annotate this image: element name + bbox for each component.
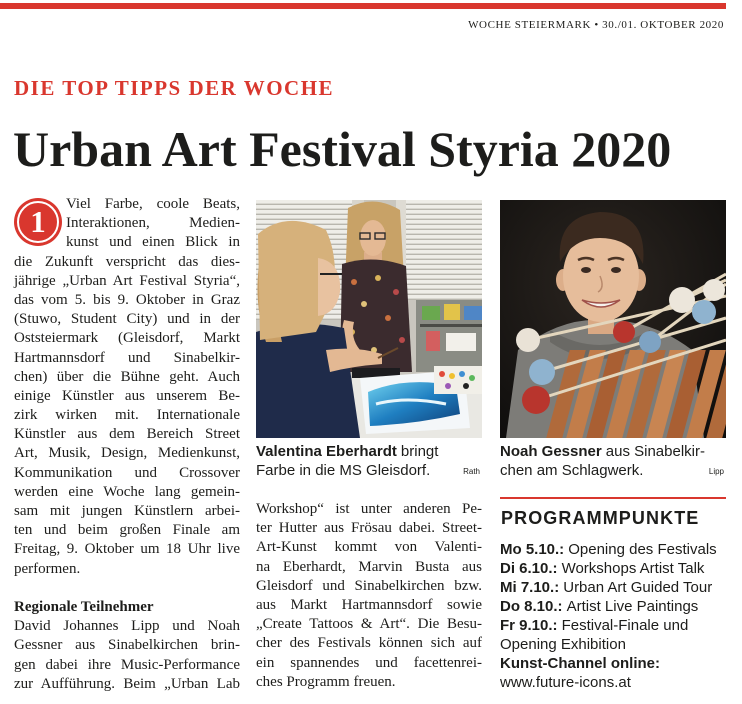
photo-caption (500, 442, 726, 480)
body-line: Künstler aus dem Bereich Street (14, 426, 240, 443)
body-line: aus Markt Hartmannsdorf sowie (256, 596, 482, 613)
program-item (500, 597, 726, 616)
program-day: Di 6.10.: (500, 559, 558, 577)
body-line: werden eine Woche lang gemein- (14, 483, 240, 500)
body-line: die Zukunft verspricht das dies- (14, 253, 240, 270)
photo-caption (256, 442, 482, 480)
program-list (500, 540, 726, 693)
program-heading: PROGRAMMPUNKTE (501, 508, 700, 528)
photo-credit: Lipp (708, 467, 724, 476)
body-line: Gleisdorf und Sinabelkirchen bzw. (256, 577, 482, 594)
program-event: Festival-Finale und (561, 617, 689, 635)
program-item-continuation: Opening Exhibition (500, 636, 626, 654)
photo-credit: Rath (463, 467, 480, 476)
body-line: jährige „Urban Art Festival Styria“, (14, 272, 240, 289)
program-day: Do 8.10.: (500, 597, 563, 615)
program-url: www.future-icons.at (500, 674, 631, 692)
body-line: einige Künstler aus unserem Be- (14, 387, 240, 404)
body-line: Kommunikation und Crossover (14, 464, 240, 481)
program-item (500, 559, 726, 578)
caption-person-name: Valentina Eberhardt (256, 443, 397, 460)
program-divider (500, 497, 726, 499)
body-line: Viel Farbe, coole Beats, (66, 196, 240, 212)
body-line: Art, Musik, Design, Medienkunst, (14, 445, 240, 462)
body-line: ein spannendes und facettenrei- (256, 654, 482, 671)
marimba-photo (500, 200, 726, 438)
body-line: ten und beim großen Finale am (14, 522, 240, 539)
section-kicker: DIE TOP TIPPS DER WOCHE (14, 76, 335, 100)
program-item (500, 540, 726, 559)
body-line: Workshop“ ist unter anderen Pe- (256, 501, 482, 517)
classroom-photo (256, 200, 482, 438)
program-item (500, 578, 726, 597)
publication-dateline: WOCHE STEIERMARK • 30./01. OKTOBER 2020 (468, 19, 724, 31)
program-event: Workshops Artist Talk (561, 559, 705, 577)
body-line: kunst und einen Blick in (66, 234, 240, 251)
top-red-bar (0, 3, 726, 9)
article-subhead: Regionale Teilnehmer (14, 598, 154, 615)
caption-line (500, 442, 726, 461)
program-day: Mi 7.10.: (500, 578, 560, 596)
body-line: das vom 5. bis 9. Oktober in Graz (14, 291, 240, 308)
program-day: Mo 5.10.: (500, 540, 565, 558)
program-event: Opening des Festivals (568, 540, 717, 558)
classroom-shelf (416, 300, 482, 372)
caption-line (256, 442, 482, 461)
tip-number: 1 (30, 204, 46, 239)
body-line: Oststeiermark (Gleisdorf, Markt (14, 330, 240, 347)
article-headline: Urban Art Festival Styria 2020 (13, 121, 672, 177)
program-channel-label: Kunst-Channel online: (500, 655, 660, 673)
body-line: chen) über die Bühne geht. Auch (14, 368, 240, 385)
body-line: „Create Tattoos & Art“. Die Besu- (256, 616, 482, 633)
body-line: Gessner aus Sinabelkirchen brin- (14, 637, 240, 654)
body-line: cher des Festivals können sich auf (256, 635, 482, 652)
body-line: ches Programm freuen. (256, 673, 396, 690)
article-column-2 (256, 500, 482, 692)
body-line: zur Aufführung. Beim „Urban Lab (14, 675, 240, 692)
caption-person-name: Noah Gessner (500, 443, 602, 460)
program-event: Urban Art Guided Tour (563, 578, 713, 596)
body-line: gen dabei ihre Music-Performance (14, 656, 240, 673)
article-column-1 (14, 195, 240, 694)
body-line: Art-Kunst kommt von Valenti- (256, 539, 482, 556)
body-line: sam mit jungen Künstlern arbei- (14, 503, 240, 519)
body-line: na Eberhardt, Marvin Busta aus (256, 558, 482, 575)
program-day: Fr 9.10.: (500, 617, 558, 635)
caption-line: Farbe in die MS Gleisdorf. (256, 462, 431, 479)
photo-valentina-eberhardt (256, 200, 482, 438)
body-line: zirk wirken mit. Internationale (14, 407, 240, 424)
body-line: Freitag, 9. Oktober um 18 Uhr live (14, 541, 240, 558)
body-line: Interaktionen, Medien- (66, 215, 240, 232)
program-item (500, 616, 726, 635)
body-line: Hartmannsdorf und Sinabelkir- (14, 349, 240, 366)
body-line: ter Hutter aus Frösau dabei. Street- (256, 520, 482, 537)
caption-text: bringt (400, 443, 439, 460)
body-line: performen. (14, 560, 81, 577)
caption-line: chen am Schlagwerk. (500, 462, 644, 479)
body-line: (Stuwo, Student City) und in der (14, 311, 240, 328)
body-line: David Johannes Lipp und Noah (14, 618, 240, 635)
photo-noah-gessner (500, 200, 726, 438)
caption-text: aus Sinabelkir- (605, 443, 705, 460)
program-event: Artist Live Paintings (566, 597, 699, 615)
